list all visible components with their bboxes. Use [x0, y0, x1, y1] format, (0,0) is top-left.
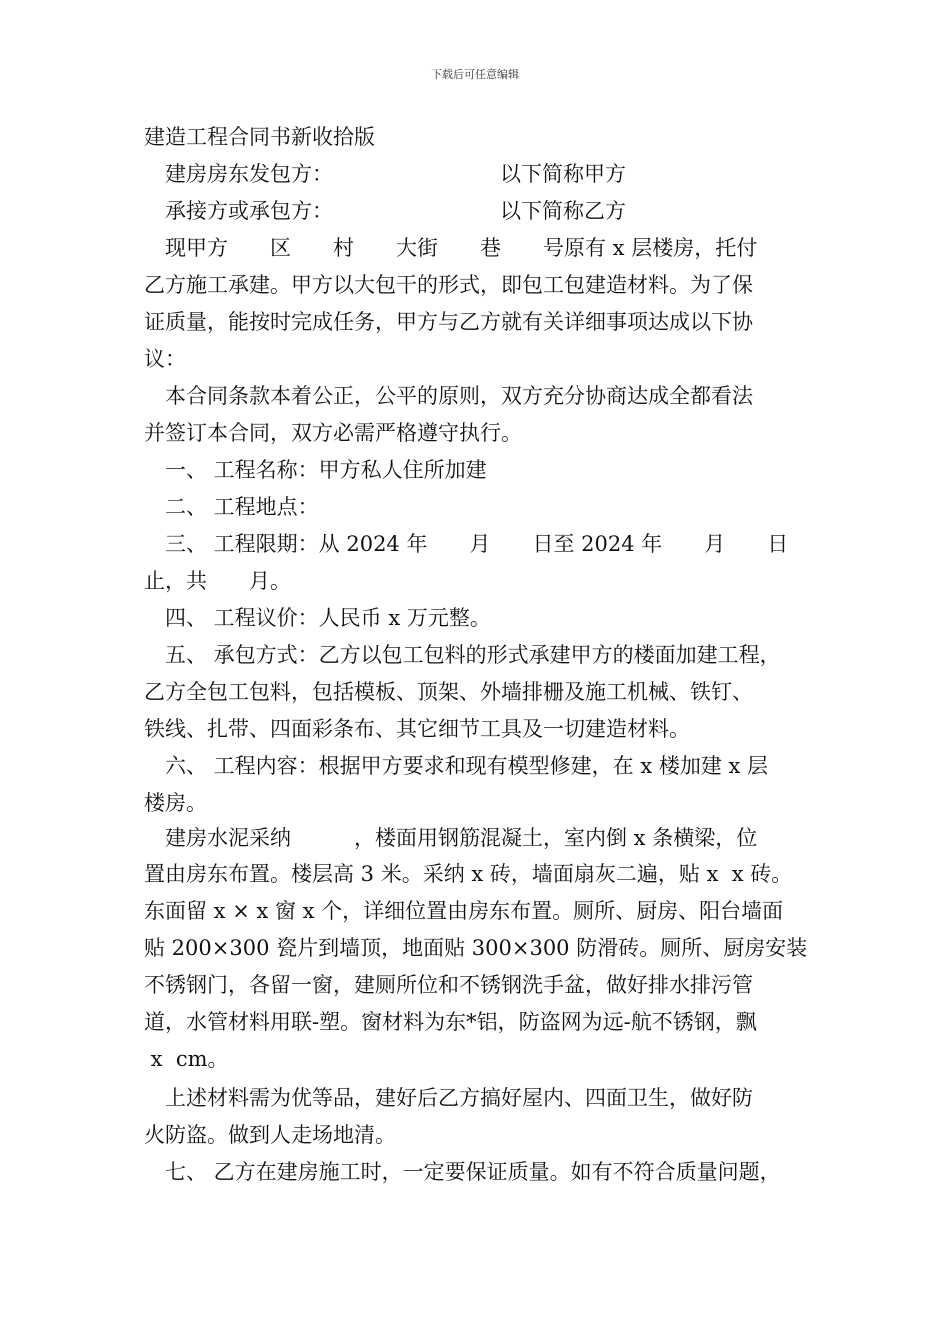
clause-4: 四、 工程议价：人民币 x 万元整。	[165, 606, 491, 630]
body-line: 贴 200×300 瓷片到墙顶，地面贴 300×300 防滑砖。厕所、厨房安装	[144, 936, 808, 960]
body-line: 并签订本合同，双方必需严格遵守执行。	[144, 421, 522, 445]
body-line: 乙方施工承建。甲方以大包干的形式，即包工包建造材料。为了保	[144, 273, 753, 297]
clause-3: 三、 工程限期：从 2024 年 月 日至 2024 年 月 日	[165, 532, 789, 556]
body-line: 火防盗。做到人走场地清。	[144, 1123, 396, 1147]
body-line: x cm。	[144, 1047, 229, 1071]
body-line: 道，水管材料用联-塑。窗材料为东*铝，防盗网为远-航不锈钢，飘	[144, 1010, 757, 1034]
body-line: 铁线、扎带、四面彩条布、其它细节工具及一切建造材料。	[144, 717, 690, 741]
body-line: 东面留 x × x 窗 x 个，详细位置由房东布置。厕所、厨房、阳台墙面	[144, 899, 784, 923]
party-a-alias: 以下简称甲方	[500, 162, 626, 186]
body-line: 置由房东布置。楼层高 3 米。采纳 x 砖，墙面扇灰二遍，贴 x x 砖。	[144, 862, 793, 886]
party-a-label: 建房房东发包方：	[165, 162, 333, 186]
body-line: 止，共 月。	[144, 569, 291, 593]
body-line: 乙方全包工包料，包括模板、顶架、外墙排栅及施工机械、铁钉、	[144, 680, 753, 704]
party-b-alias: 以下简称乙方	[500, 199, 626, 223]
body-line: 本合同条款本着公正，公平的原则，双方充分协商达成全都看法	[165, 384, 753, 408]
body-line: 上述材料需为优等品，建好后乙方搞好屋内、四面卫生，做好防	[165, 1086, 753, 1110]
clause-1: 一、 工程名称：甲方私人住所加建	[165, 458, 487, 482]
party-b-label: 承接方或承包方：	[165, 199, 333, 223]
clause-2: 二、 工程地点：	[165, 495, 319, 519]
body-line: 证质量，能按时完成任务，甲方与乙方就有关详细事项达成以下协	[144, 310, 753, 334]
body-line: 议：	[144, 347, 186, 371]
clause-5: 五、 承包方式：乙方以包工包料的形式承建甲方的楼面加建工程，	[165, 643, 781, 667]
clause-6: 六、 工程内容：根据甲方要求和现有模型修建，在 x 楼加建 x 层	[165, 754, 769, 778]
page-header: 下载后可任意编辑	[431, 68, 519, 81]
body-line: 楼房。	[144, 791, 207, 815]
body-line: 建房水泥采纳 ，楼面用钢筋混凝土，室内倒 x 条横梁，位	[165, 826, 758, 850]
body-line: 不锈钢门，各留一窗，建厕所位和不锈钢洗手盆，做好排水排污管	[144, 973, 753, 997]
document-title: 建造工程合同书新收拾版	[144, 125, 375, 149]
body-line: 现甲方 区 村 大街 巷 号原有 x 层楼房，托付	[165, 236, 758, 260]
clause-7: 七、 乙方在建房施工时，一定要保证质量。如有不符合质量问题，	[165, 1160, 781, 1184]
